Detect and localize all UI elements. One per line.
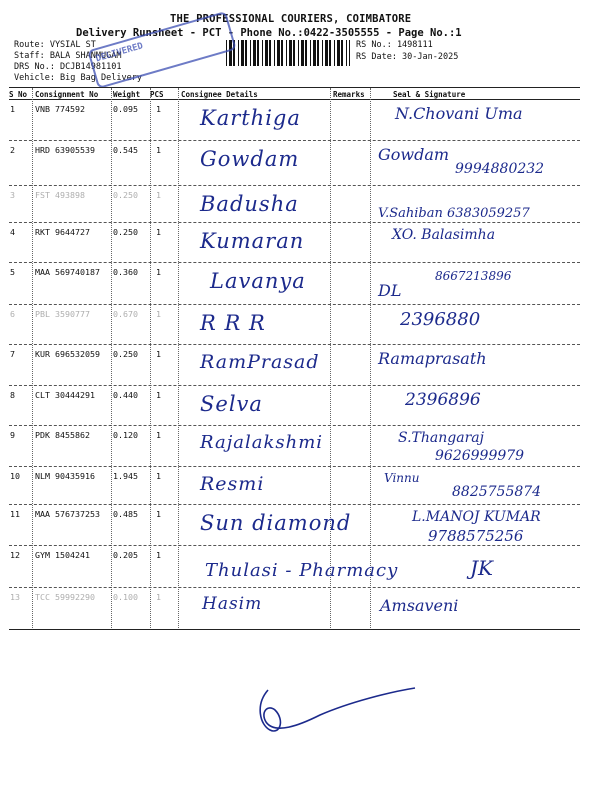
consignee-name: Hasim (202, 594, 263, 614)
staff-signature-drawing (250, 680, 420, 740)
barcode-image (226, 40, 350, 66)
table-row (0, 305, 600, 347)
cell-weight: 0.440 (113, 390, 138, 400)
cell-sno: 13 (10, 592, 20, 602)
col-header-seal: Seal & Signature (393, 90, 466, 99)
col-header-pcs: PCS (150, 90, 164, 99)
document-subtitle: Delivery Runsheet - PCT - Phone No.:0422-3505555 - Page No.:1 (76, 27, 462, 39)
barcode-bar (289, 40, 292, 66)
barcode-bar (293, 40, 295, 66)
col-header-consignee: Consignee Details (181, 90, 258, 99)
table-row (0, 546, 600, 588)
consignee-name: Gowdam (200, 147, 300, 171)
barcode-bar (277, 40, 280, 66)
barcode-bar (298, 40, 299, 66)
rs-number: RS No.: 1498111 (356, 40, 433, 50)
barcode-bar (274, 40, 275, 66)
cell-pcs: 1 (156, 471, 161, 481)
signature: L.MANOJ KUMAR (412, 509, 541, 525)
cell-sno: 11 (10, 509, 20, 519)
consignee-name: Rajalakshmi (200, 432, 324, 453)
signature: Ramaprasath (378, 349, 487, 368)
barcode-bar (250, 40, 251, 66)
consignee-name: Kumaran (200, 229, 305, 253)
signature-phone: 8825755874 (452, 484, 542, 500)
cell-consignment: MAA 576737253 (35, 509, 100, 519)
barcode-bar (310, 40, 311, 66)
col-header-consignment: Consignment No (35, 90, 99, 99)
cell-consignment: TCC 59992290 (35, 592, 95, 602)
barcode-bar (337, 40, 340, 66)
cell-sno: 10 (10, 471, 20, 481)
barcode-bar (349, 40, 350, 66)
cell-pcs: 1 (156, 349, 161, 359)
barcode-bar (341, 40, 343, 66)
col-header-weight: Weight (113, 90, 141, 99)
cell-pcs: 1 (156, 227, 161, 237)
barcode-bar (262, 40, 263, 66)
table-row (0, 505, 600, 547)
signature: 2396880 (400, 309, 481, 330)
consignee-name: Lavanya (210, 269, 306, 293)
barcode-bar (286, 40, 287, 66)
cell-weight: 1.945 (113, 471, 138, 481)
cell-weight: 0.100 (113, 592, 138, 602)
delivered-stamp (87, 11, 236, 89)
table-row (0, 588, 600, 630)
barcode-bar (245, 40, 247, 66)
signature-phone: 9994880232 (455, 161, 545, 177)
cell-consignment: MAA 569740187 (35, 267, 100, 277)
barcode-bar (269, 40, 271, 66)
cell-pcs: 1 (156, 550, 161, 560)
consignee-name: Karthiga (200, 106, 301, 130)
consignee-name: Badusha (200, 192, 299, 216)
cell-weight: 0.485 (113, 509, 138, 519)
cell-sno: 1 (10, 104, 15, 114)
signature-phone: 9626999979 (435, 448, 525, 464)
cell-consignment: VNB 774592 (35, 104, 85, 114)
cell-sno: 12 (10, 550, 20, 560)
cell-consignment: NLM 90435916 (35, 471, 95, 481)
cell-pcs: 1 (156, 190, 161, 200)
signature: 2396896 (405, 390, 481, 410)
cell-pcs: 1 (156, 390, 161, 400)
vehicle-label: Vehicle: Big Bag Delivery (14, 73, 142, 83)
route-label: Route: VYSIAL ST (14, 40, 96, 50)
barcode-bar (317, 40, 319, 66)
cell-sno: 2 (10, 145, 15, 155)
col-header-sno: S No (9, 90, 28, 99)
signature-phone: 8667213896 (435, 269, 512, 283)
barcode-bar (305, 40, 307, 66)
table-row (0, 386, 600, 428)
cell-consignment: GYM 1504241 (35, 550, 90, 560)
cell-weight: 0.250 (113, 227, 138, 237)
cell-weight: 0.095 (113, 104, 138, 114)
cell-pcs: 1 (156, 104, 161, 114)
cell-weight: 0.360 (113, 267, 138, 277)
rs-date: RS Date: 30-Jan-2025 (356, 52, 459, 62)
barcode-bar (329, 40, 331, 66)
barcode-bar (281, 40, 283, 66)
cell-sno: 5 (10, 267, 15, 277)
cell-consignment: RKT 9644727 (35, 227, 90, 237)
cell-sno: 6 (10, 309, 15, 319)
cell-sno: 3 (10, 190, 15, 200)
cell-sno: 7 (10, 349, 15, 359)
signature: S.Thangaraj (398, 430, 484, 446)
table-row (0, 263, 600, 305)
signature: N.Chovani Uma (395, 104, 523, 123)
barcode-bar (346, 40, 347, 66)
signature: JK (470, 556, 493, 580)
cell-pcs: 1 (156, 592, 161, 602)
cell-weight: 0.120 (113, 430, 138, 440)
cell-weight: 0.250 (113, 349, 138, 359)
signature: Vinnu (384, 471, 420, 485)
cell-consignment: PBL 3590777 (35, 309, 90, 319)
barcode-bar (257, 40, 259, 66)
table-row (0, 345, 600, 387)
table-row (0, 426, 600, 468)
cell-pcs: 1 (156, 509, 161, 519)
col-header-remarks: Remarks (333, 90, 365, 99)
barcode-bar (325, 40, 328, 66)
barcode-bar (301, 40, 304, 66)
table-row (0, 100, 600, 142)
signature: V.Sahiban 6383059257 (378, 206, 530, 221)
drs-number: DRS No.: DCJB14981101 (14, 62, 122, 72)
table-row (0, 141, 600, 183)
cell-sno: 9 (10, 430, 15, 440)
table-row (0, 223, 600, 265)
consignee-name: Thulasi - Pharmacy (205, 560, 399, 581)
barcode-bar (334, 40, 335, 66)
consignee-name: RamPrasad (200, 351, 320, 373)
cell-weight: 0.670 (113, 309, 138, 319)
barcode-bar (253, 40, 256, 66)
cell-consignment: HRD 63905539 (35, 145, 95, 155)
cell-consignment: PDK 8455862 (35, 430, 90, 440)
stamp-text: DELIVERED (94, 41, 145, 65)
barcode-bar (238, 40, 239, 66)
consignee-name: Sun diamond (200, 511, 352, 535)
barcode-bar (322, 40, 323, 66)
cell-consignment: FST 493898 (35, 190, 85, 200)
barcode-bar (265, 40, 268, 66)
signature-phone: 9788575256 (428, 527, 524, 545)
document-title: THE PROFESSIONAL COURIERS, COIMBATORE (170, 13, 412, 25)
signature: XO. Balasimha (392, 227, 496, 243)
table-bottom-border (9, 629, 580, 630)
barcode-bar (241, 40, 244, 66)
cell-weight: 0.250 (113, 190, 138, 200)
cell-pcs: 1 (156, 430, 161, 440)
signature: Gowdam (378, 145, 450, 164)
consignee-name: Resmi (200, 473, 265, 495)
signature: DL (378, 281, 402, 300)
cell-pcs: 1 (156, 267, 161, 277)
cell-sno: 4 (10, 227, 15, 237)
cell-pcs: 1 (156, 145, 161, 155)
cell-sno: 8 (10, 390, 15, 400)
cell-consignment: CLT 30444291 (35, 390, 95, 400)
cell-pcs: 1 (156, 309, 161, 319)
barcode-bar (313, 40, 316, 66)
consignee-name: Selva (200, 392, 263, 416)
consignee-name: R R R (200, 311, 266, 335)
table-top-border (9, 87, 580, 88)
cell-consignment: KUR 696532059 (35, 349, 100, 359)
signature: Amsaveni (380, 596, 459, 615)
staff-label: Staff: BALA SHANMUGAM (14, 51, 122, 61)
cell-weight: 0.205 (113, 550, 138, 560)
cell-weight: 0.545 (113, 145, 138, 155)
table-row (0, 467, 600, 509)
